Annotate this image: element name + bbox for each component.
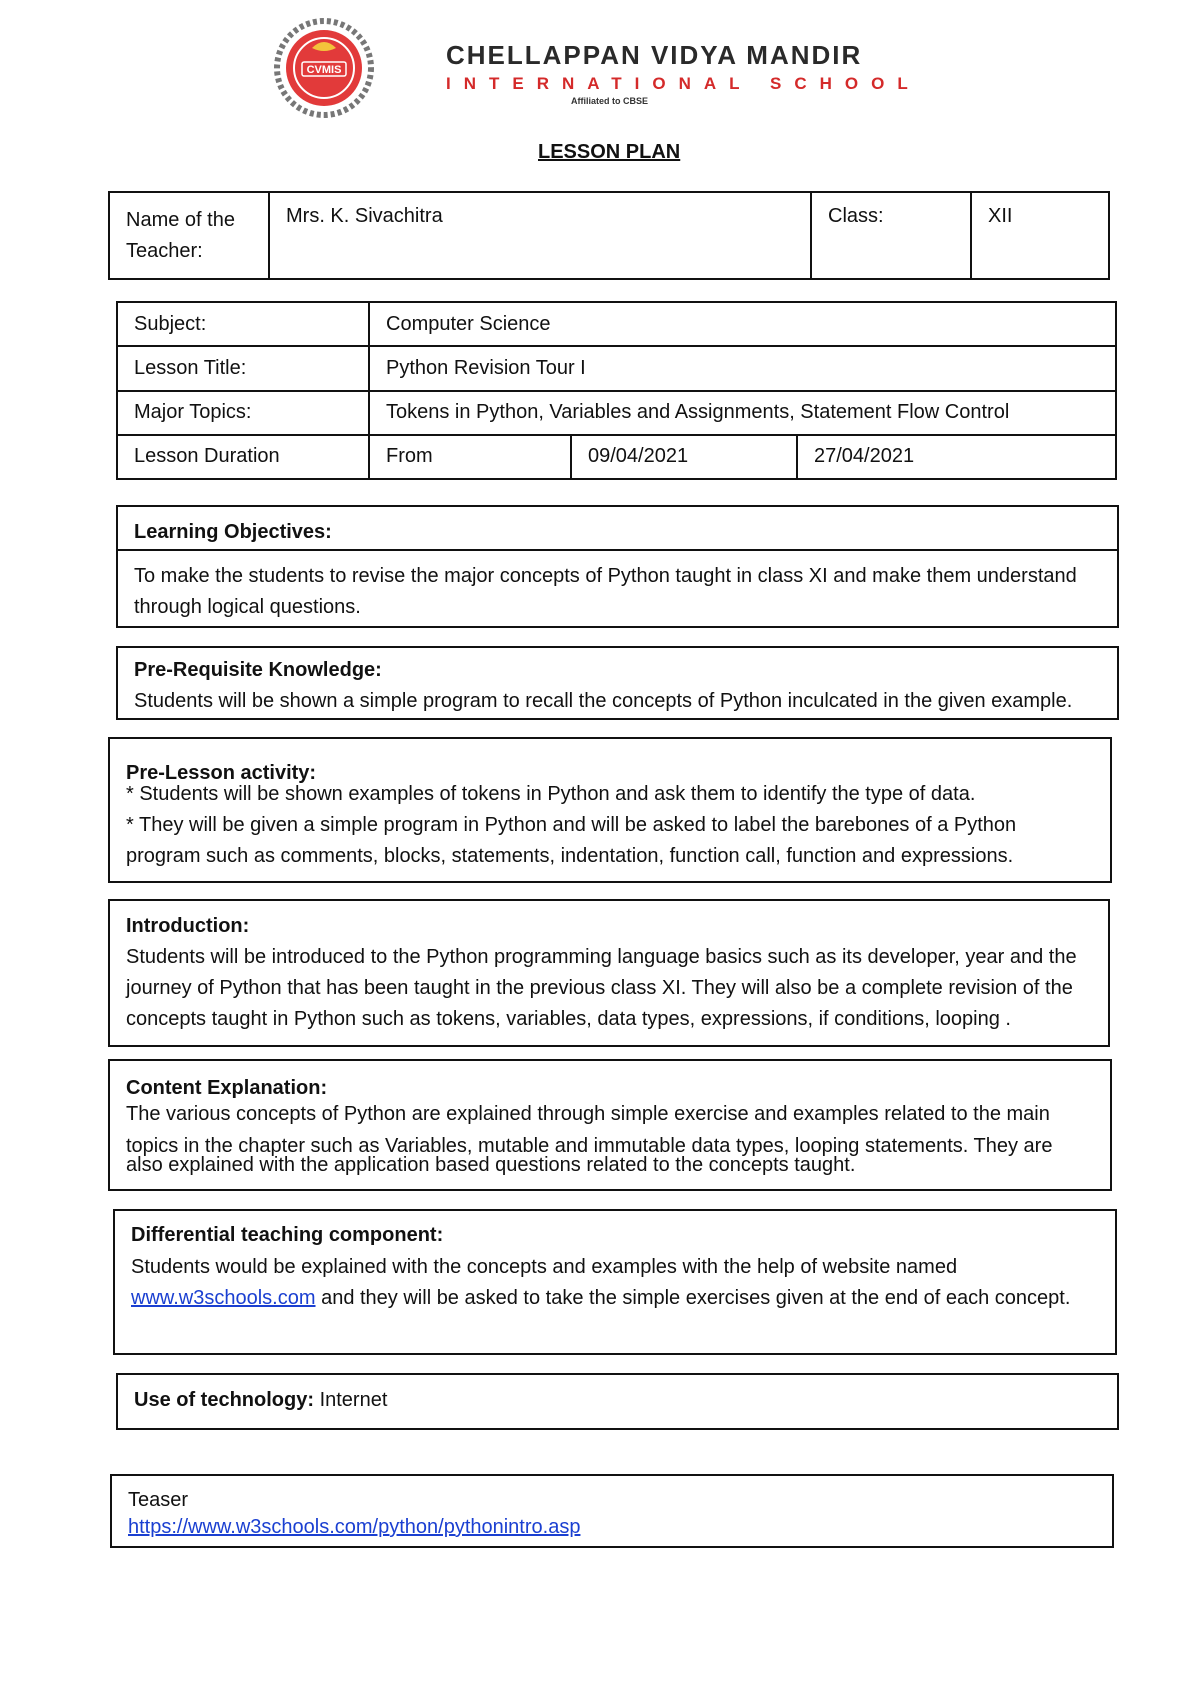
pre-lesson-line1: * Students will be shown examples of tokens in Python and ask them to identify the type of data.: [126, 783, 976, 805]
prerequisite-heading: Pre-Requisite Knowledge:: [134, 659, 382, 681]
pre-lesson-line2: * They will be given a simple program in Python and will be asked to label the barebones of a Python program such as comments, blocks, statements, indentation, function call, function and expressions.: [126, 814, 1017, 867]
lesson-duration-label: Lesson Duration: [117, 435, 369, 479]
technology-heading: Use of technology:: [134, 1389, 315, 1411]
prerequisite-body: Students will be shown a simple program to recall the concepts of Python inculcated in the given example.: [134, 690, 1073, 712]
major-topics-label: Major Topics:: [117, 391, 369, 435]
learning-objectives-body: To make the students to revise the major concepts of Python taught in class XI and make them understand through logical questions.: [134, 565, 1077, 618]
subject-value: Computer Science: [369, 302, 1116, 346]
major-topics-value: Tokens in Python, Variables and Assignments, Statement Flow Control: [369, 391, 1116, 435]
content-explanation-box: [108, 1059, 1112, 1191]
school-emblem-icon: [256, 18, 426, 118]
subject-label: Subject:: [117, 302, 369, 346]
learning-objectives-heading: Learning Objectives:: [134, 521, 332, 543]
teaser-box: [110, 1474, 1114, 1548]
doc-title: LESSON PLAN: [538, 141, 681, 163]
technology-line: [134, 1385, 387, 1416]
teaser-heading: Teaser: [128, 1489, 189, 1511]
subject-table: [116, 301, 1117, 480]
teacher-name-label: Name of the Teacher:: [109, 192, 269, 279]
introduction-body: Students will be introduced to the Python programming language basics such as its developer, year and the journey of Python that has been taught in the previous class XI. They will also be a complete revision of the concepts taught in Python such as tokens, variables, data types, expressions, if conditions, looping .: [126, 946, 1077, 1030]
differential-teaching-box: [113, 1209, 1117, 1355]
introduction-box: [108, 899, 1110, 1047]
technology-box: [116, 1373, 1119, 1430]
learning-objectives-box: [116, 505, 1119, 628]
emblem-text: CVMIS: [306, 64, 342, 76]
introduction-heading: Introduction:: [126, 915, 250, 937]
prerequisite-box: [116, 646, 1119, 720]
school-subtitle: INTERNATIONAL SCHOOL: [446, 74, 921, 93]
from-date: 09/04/2021: [571, 435, 797, 479]
affiliation: Affiliated to CBSE: [571, 96, 649, 106]
teaser-link[interactable]: https://www.w3schools.com/python/pythonintro.asp: [128, 1516, 581, 1538]
school-logo: [256, 18, 926, 118]
school-name: CHELLAPPAN VIDYA MANDIR: [446, 40, 863, 70]
class-value: XII: [971, 192, 1109, 279]
teacher-name-value: Mrs. K. Sivachitra: [269, 192, 811, 279]
class-label: Class:: [811, 192, 971, 279]
content-explanation-line2: topics in the chapter such as Variables, mutable and immutable data types, looping statements. They are: [126, 1135, 1053, 1157]
content-explanation-line3: also explained with the application based questions related to the concepts taught.: [126, 1154, 856, 1176]
content-explanation-heading: Content Explanation:: [126, 1077, 328, 1099]
pre-lesson-heading: Pre-Lesson activity:: [126, 762, 317, 784]
differential-heading: Differential teaching component:: [131, 1224, 444, 1246]
differential-line2: [131, 1283, 1070, 1314]
lesson-title-value: Python Revision Tour I: [369, 346, 1116, 390]
technology-value: Internet: [314, 1389, 388, 1411]
to-date: 27/04/2021: [797, 435, 1116, 479]
w3schools-link[interactable]: www.w3schools.com: [131, 1287, 316, 1309]
differential-line2-text: and they will be asked to take the simple exercises given at the end of each concept.: [315, 1287, 1071, 1309]
pre-lesson-box: [108, 737, 1112, 883]
teacher-table: [108, 191, 1110, 280]
lesson-title-label: Lesson Title:: [117, 346, 369, 390]
from-label: From: [369, 435, 571, 479]
differential-line1: Students would be explained with the concepts and examples with the help of website named: [131, 1256, 958, 1278]
content-explanation-line1: The various concepts of Python are explained through simple exercise and examples related to the main: [126, 1103, 1050, 1125]
